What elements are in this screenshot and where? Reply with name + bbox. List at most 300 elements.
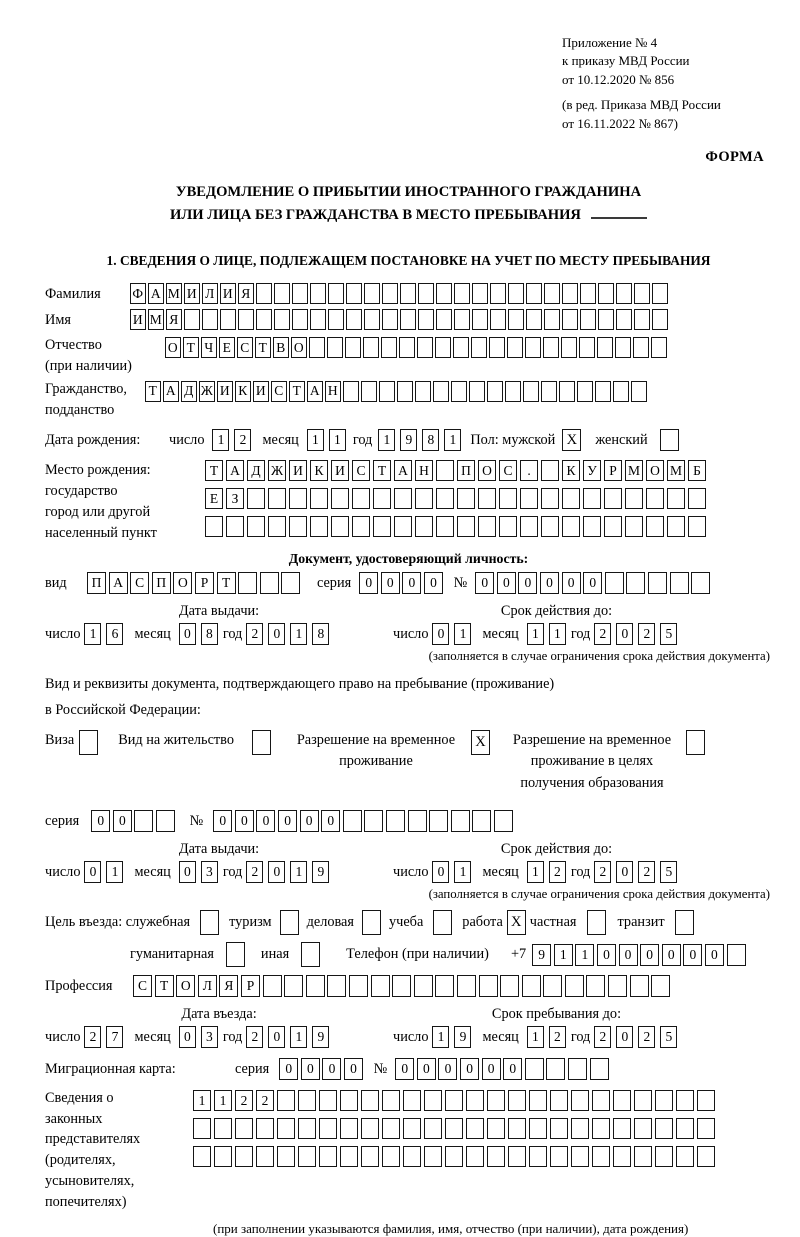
char-cell[interactable] xyxy=(319,1146,337,1167)
char-cell[interactable] xyxy=(457,488,475,509)
char-cell[interactable] xyxy=(364,810,383,832)
char-cell[interactable] xyxy=(289,516,307,537)
char-cell[interactable]: 9 xyxy=(454,1026,471,1048)
char-cell[interactable] xyxy=(415,381,431,402)
char-cell[interactable]: 2 xyxy=(84,1026,101,1048)
char-cell[interactable] xyxy=(613,381,629,402)
char-cell[interactable] xyxy=(373,516,391,537)
char-cell[interactable]: 1 xyxy=(106,861,123,883)
char-cell[interactable] xyxy=(655,1090,673,1111)
char-cell[interactable] xyxy=(592,1118,610,1139)
char-cell[interactable] xyxy=(399,337,415,358)
char-cell[interactable] xyxy=(256,1146,274,1167)
char-cell[interactable]: А xyxy=(307,381,323,402)
char-cell[interactable]: 2 xyxy=(549,861,566,883)
char-cell[interactable] xyxy=(352,516,370,537)
char-cell[interactable] xyxy=(541,460,559,481)
char-cell[interactable] xyxy=(193,1118,211,1139)
char-cell[interactable]: 1 xyxy=(575,944,594,966)
char-cell[interactable] xyxy=(508,1146,526,1167)
char-cell[interactable] xyxy=(616,309,632,330)
char-cell[interactable] xyxy=(529,1146,547,1167)
char-cell[interactable] xyxy=(490,283,506,304)
char-cell[interactable]: 0 xyxy=(179,1026,196,1048)
char-cell[interactable] xyxy=(604,488,622,509)
char-cell[interactable]: О xyxy=(646,460,664,481)
char-cell[interactable]: 0 xyxy=(113,810,132,832)
char-cell[interactable] xyxy=(256,309,272,330)
char-cell[interactable] xyxy=(571,1118,589,1139)
char-cell[interactable] xyxy=(562,488,580,509)
char-cell[interactable]: 2 xyxy=(594,1026,611,1048)
char-cell[interactable]: 0 xyxy=(395,1058,414,1080)
char-cell[interactable] xyxy=(457,975,476,997)
char-cell[interactable] xyxy=(226,516,244,537)
char-cell[interactable]: 1 xyxy=(527,861,544,883)
checkbox-purpose-other[interactable] xyxy=(301,942,320,967)
char-cell[interactable]: 0 xyxy=(256,810,275,832)
char-cell[interactable]: Т xyxy=(155,975,174,997)
char-cell[interactable] xyxy=(561,337,577,358)
char-cell[interactable] xyxy=(597,337,613,358)
char-cell[interactable]: П xyxy=(152,572,171,594)
char-cell[interactable] xyxy=(310,309,326,330)
checkbox-temp-residence-education[interactable] xyxy=(686,730,705,755)
char-cell[interactable] xyxy=(373,488,391,509)
char-cell[interactable] xyxy=(429,810,448,832)
char-cell[interactable] xyxy=(487,1146,505,1167)
char-cell[interactable] xyxy=(544,283,560,304)
char-cell[interactable]: 7 xyxy=(106,1026,123,1048)
char-cell[interactable] xyxy=(298,1090,316,1111)
char-cell[interactable]: А xyxy=(394,460,412,481)
char-cell[interactable] xyxy=(394,516,412,537)
char-cell[interactable]: 1 xyxy=(549,623,566,645)
char-cell[interactable] xyxy=(608,975,627,997)
checkbox-gender-female[interactable] xyxy=(660,429,679,451)
char-cell[interactable] xyxy=(340,1118,358,1139)
char-cell[interactable]: 2 xyxy=(638,861,655,883)
char-cell[interactable] xyxy=(688,488,706,509)
char-cell[interactable] xyxy=(292,309,308,330)
char-cell[interactable]: Т xyxy=(183,337,199,358)
char-cell[interactable] xyxy=(274,283,290,304)
char-cell[interactable] xyxy=(328,283,344,304)
char-cell[interactable]: Т xyxy=(145,381,161,402)
char-cell[interactable]: 1 xyxy=(432,1026,449,1048)
char-cell[interactable] xyxy=(418,283,434,304)
char-cell[interactable]: 2 xyxy=(246,861,263,883)
char-cell[interactable] xyxy=(364,283,380,304)
char-cell[interactable] xyxy=(466,1146,484,1167)
char-cell[interactable]: 0 xyxy=(460,1058,479,1080)
char-cell[interactable]: 2 xyxy=(246,623,263,645)
char-cell[interactable]: 0 xyxy=(213,810,232,832)
char-cell[interactable] xyxy=(526,309,542,330)
checkbox-purpose-business[interactable] xyxy=(362,910,381,935)
checkbox-temp-residence-permit[interactable]: X xyxy=(471,730,490,755)
char-cell[interactable]: 1 xyxy=(527,623,544,645)
char-cell[interactable] xyxy=(466,1118,484,1139)
char-cell[interactable]: 0 xyxy=(359,572,378,594)
char-cell[interactable] xyxy=(436,516,454,537)
char-cell[interactable] xyxy=(349,975,368,997)
char-cell[interactable]: Д xyxy=(181,381,197,402)
char-cell[interactable]: 9 xyxy=(532,944,551,966)
char-cell[interactable] xyxy=(471,337,487,358)
char-cell[interactable]: 0 xyxy=(683,944,702,966)
char-cell[interactable]: О xyxy=(165,337,181,358)
char-cell[interactable] xyxy=(436,309,452,330)
char-cell[interactable] xyxy=(598,283,614,304)
char-cell[interactable] xyxy=(633,337,649,358)
char-cell[interactable]: П xyxy=(457,460,475,481)
char-cell[interactable] xyxy=(652,283,668,304)
char-cell[interactable] xyxy=(562,309,578,330)
char-cell[interactable]: 9 xyxy=(400,429,417,451)
char-cell[interactable] xyxy=(688,516,706,537)
char-cell[interactable]: 5 xyxy=(660,1026,677,1048)
char-cell[interactable]: 0 xyxy=(432,861,449,883)
char-cell[interactable]: С xyxy=(237,337,253,358)
char-cell[interactable]: А xyxy=(148,283,164,304)
char-cell[interactable] xyxy=(648,572,667,594)
char-cell[interactable] xyxy=(466,1090,484,1111)
char-cell[interactable] xyxy=(670,572,689,594)
char-cell[interactable] xyxy=(453,337,469,358)
char-cell[interactable] xyxy=(205,516,223,537)
checkbox-visa[interactable] xyxy=(79,730,98,755)
char-cell[interactable]: А xyxy=(226,460,244,481)
char-cell[interactable]: О xyxy=(176,975,195,997)
char-cell[interactable]: 1 xyxy=(527,1026,544,1048)
char-cell[interactable]: 0 xyxy=(438,1058,457,1080)
char-cell[interactable] xyxy=(134,810,153,832)
char-cell[interactable]: 1 xyxy=(378,429,395,451)
char-cell[interactable] xyxy=(268,516,286,537)
char-cell[interactable]: 0 xyxy=(616,861,633,883)
char-cell[interactable]: 9 xyxy=(312,861,329,883)
char-cell[interactable]: М xyxy=(625,460,643,481)
char-cell[interactable]: 0 xyxy=(268,861,285,883)
char-cell[interactable] xyxy=(346,283,362,304)
char-cell[interactable]: У xyxy=(583,460,601,481)
char-cell[interactable] xyxy=(580,283,596,304)
char-cell[interactable]: 2 xyxy=(246,1026,263,1048)
char-cell[interactable] xyxy=(598,309,614,330)
char-cell[interactable] xyxy=(454,283,470,304)
char-cell[interactable] xyxy=(541,381,557,402)
char-cell[interactable] xyxy=(525,1058,544,1080)
char-cell[interactable] xyxy=(487,1090,505,1111)
char-cell[interactable] xyxy=(615,337,631,358)
char-cell[interactable]: Т xyxy=(205,460,223,481)
char-cell[interactable]: 1 xyxy=(212,429,229,451)
char-cell[interactable] xyxy=(424,1090,442,1111)
char-cell[interactable]: А xyxy=(163,381,179,402)
char-cell[interactable] xyxy=(508,1090,526,1111)
char-cell[interactable]: Ж xyxy=(268,460,286,481)
char-cell[interactable] xyxy=(184,309,200,330)
char-cell[interactable] xyxy=(394,488,412,509)
char-cell[interactable] xyxy=(156,810,175,832)
char-cell[interactable] xyxy=(263,975,282,997)
char-cell[interactable] xyxy=(382,309,398,330)
char-cell[interactable]: 0 xyxy=(619,944,638,966)
char-cell[interactable] xyxy=(277,1146,295,1167)
char-cell[interactable] xyxy=(417,337,433,358)
char-cell[interactable] xyxy=(381,337,397,358)
char-cell[interactable] xyxy=(508,283,524,304)
char-cell[interactable] xyxy=(310,516,328,537)
char-cell[interactable] xyxy=(386,810,405,832)
char-cell[interactable] xyxy=(550,1090,568,1111)
char-cell[interactable]: 0 xyxy=(322,1058,341,1080)
char-cell[interactable] xyxy=(651,975,670,997)
char-cell[interactable] xyxy=(667,516,685,537)
char-cell[interactable]: 9 xyxy=(312,1026,329,1048)
char-cell[interactable] xyxy=(382,1118,400,1139)
char-cell[interactable] xyxy=(361,1090,379,1111)
char-cell[interactable]: О xyxy=(291,337,307,358)
char-cell[interactable]: 5 xyxy=(660,623,677,645)
char-cell[interactable] xyxy=(571,1146,589,1167)
char-cell[interactable]: Т xyxy=(255,337,271,358)
char-cell[interactable] xyxy=(489,337,505,358)
char-cell[interactable] xyxy=(544,309,560,330)
char-cell[interactable]: Е xyxy=(205,488,223,509)
char-cell[interactable] xyxy=(543,337,559,358)
char-cell[interactable]: 5 xyxy=(660,861,677,883)
char-cell[interactable] xyxy=(292,283,308,304)
checkbox-purpose-transit[interactable] xyxy=(675,910,694,935)
char-cell[interactable]: 0 xyxy=(268,623,285,645)
char-cell[interactable]: Е xyxy=(219,337,235,358)
char-cell[interactable]: И xyxy=(130,309,146,330)
char-cell[interactable]: Н xyxy=(415,460,433,481)
char-cell[interactable]: 8 xyxy=(422,429,439,451)
char-cell[interactable]: 0 xyxy=(424,572,443,594)
char-cell[interactable] xyxy=(634,1118,652,1139)
char-cell[interactable] xyxy=(505,381,521,402)
char-cell[interactable] xyxy=(634,1146,652,1167)
char-cell[interactable] xyxy=(340,1146,358,1167)
char-cell[interactable] xyxy=(697,1146,715,1167)
char-cell[interactable] xyxy=(472,309,488,330)
char-cell[interactable]: 2 xyxy=(256,1090,274,1111)
char-cell[interactable]: Я xyxy=(166,309,182,330)
char-cell[interactable] xyxy=(327,337,343,358)
char-cell[interactable] xyxy=(499,516,517,537)
char-cell[interactable]: 0 xyxy=(179,623,196,645)
char-cell[interactable]: 1 xyxy=(290,1026,307,1048)
char-cell[interactable]: 1 xyxy=(444,429,461,451)
char-cell[interactable] xyxy=(202,309,218,330)
char-cell[interactable] xyxy=(525,337,541,358)
char-cell[interactable] xyxy=(403,1146,421,1167)
char-cell[interactable]: И xyxy=(331,460,349,481)
char-cell[interactable] xyxy=(546,1058,565,1080)
char-cell[interactable]: О xyxy=(478,460,496,481)
char-cell[interactable] xyxy=(487,1118,505,1139)
char-cell[interactable] xyxy=(507,337,523,358)
char-cell[interactable] xyxy=(478,488,496,509)
char-cell[interactable]: Л xyxy=(198,975,217,997)
char-cell[interactable] xyxy=(579,337,595,358)
char-cell[interactable] xyxy=(382,283,398,304)
char-cell[interactable] xyxy=(327,975,346,997)
char-cell[interactable] xyxy=(451,810,470,832)
char-cell[interactable] xyxy=(343,381,359,402)
char-cell[interactable]: С xyxy=(352,460,370,481)
checkbox-purpose-study[interactable] xyxy=(433,910,452,935)
char-cell[interactable] xyxy=(676,1118,694,1139)
char-cell[interactable] xyxy=(625,488,643,509)
char-cell[interactable]: 0 xyxy=(417,1058,436,1080)
char-cell[interactable]: 0 xyxy=(432,623,449,645)
char-cell[interactable]: 2 xyxy=(594,861,611,883)
char-cell[interactable]: К xyxy=(235,381,251,402)
char-cell[interactable] xyxy=(415,516,433,537)
char-cell[interactable] xyxy=(595,381,611,402)
char-cell[interactable]: Д xyxy=(247,460,265,481)
char-cell[interactable] xyxy=(626,572,645,594)
char-cell[interactable] xyxy=(298,1118,316,1139)
char-cell[interactable] xyxy=(727,944,746,966)
char-cell[interactable]: 0 xyxy=(84,861,101,883)
char-cell[interactable] xyxy=(562,283,578,304)
char-cell[interactable]: 0 xyxy=(616,623,633,645)
char-cell[interactable] xyxy=(363,337,379,358)
char-cell[interactable] xyxy=(613,1090,631,1111)
char-cell[interactable] xyxy=(214,1146,232,1167)
char-cell[interactable] xyxy=(508,309,524,330)
char-cell[interactable] xyxy=(277,1118,295,1139)
char-cell[interactable]: 0 xyxy=(475,572,494,594)
char-cell[interactable]: 2 xyxy=(235,1090,253,1111)
char-cell[interactable] xyxy=(274,309,290,330)
char-cell[interactable]: М xyxy=(166,283,182,304)
char-cell[interactable] xyxy=(592,1090,610,1111)
char-cell[interactable]: Ч xyxy=(201,337,217,358)
char-cell[interactable] xyxy=(309,337,325,358)
char-cell[interactable] xyxy=(550,1118,568,1139)
char-cell[interactable] xyxy=(340,1090,358,1111)
checkbox-purpose-tourism[interactable] xyxy=(280,910,299,935)
char-cell[interactable]: 0 xyxy=(597,944,616,966)
char-cell[interactable] xyxy=(214,1118,232,1139)
char-cell[interactable]: 0 xyxy=(705,944,724,966)
char-cell[interactable] xyxy=(361,1118,379,1139)
char-cell[interactable] xyxy=(435,975,454,997)
char-cell[interactable] xyxy=(392,975,411,997)
char-cell[interactable]: 0 xyxy=(640,944,659,966)
char-cell[interactable]: 0 xyxy=(235,810,254,832)
char-cell[interactable] xyxy=(268,488,286,509)
char-cell[interactable] xyxy=(328,309,344,330)
char-cell[interactable] xyxy=(543,975,562,997)
char-cell[interactable]: 1 xyxy=(193,1090,211,1111)
char-cell[interactable] xyxy=(281,572,300,594)
char-cell[interactable] xyxy=(583,516,601,537)
char-cell[interactable] xyxy=(652,309,668,330)
char-cell[interactable] xyxy=(646,488,664,509)
char-cell[interactable] xyxy=(590,1058,609,1080)
char-cell[interactable]: И xyxy=(289,460,307,481)
char-cell[interactable] xyxy=(500,975,519,997)
char-cell[interactable]: Р xyxy=(241,975,260,997)
char-cell[interactable]: 0 xyxy=(381,572,400,594)
char-cell[interactable] xyxy=(571,1090,589,1111)
checkbox-gender-male[interactable]: X xyxy=(562,429,581,451)
char-cell[interactable]: 1 xyxy=(84,623,101,645)
char-cell[interactable]: 1 xyxy=(307,429,324,451)
char-cell[interactable] xyxy=(631,381,647,402)
char-cell[interactable] xyxy=(676,1146,694,1167)
char-cell[interactable] xyxy=(479,975,498,997)
char-cell[interactable] xyxy=(520,488,538,509)
char-cell[interactable]: 2 xyxy=(549,1026,566,1048)
char-cell[interactable]: 0 xyxy=(268,1026,285,1048)
char-cell[interactable] xyxy=(238,309,254,330)
char-cell[interactable]: 2 xyxy=(234,429,251,451)
char-cell[interactable]: Т xyxy=(289,381,305,402)
char-cell[interactable]: И xyxy=(184,283,200,304)
char-cell[interactable]: 0 xyxy=(482,1058,501,1080)
char-cell[interactable] xyxy=(445,1118,463,1139)
char-cell[interactable]: 6 xyxy=(106,623,123,645)
char-cell[interactable]: 0 xyxy=(497,572,516,594)
char-cell[interactable]: 3 xyxy=(201,861,218,883)
char-cell[interactable] xyxy=(478,516,496,537)
char-cell[interactable]: С xyxy=(271,381,287,402)
char-cell[interactable]: Р xyxy=(195,572,214,594)
char-cell[interactable]: 2 xyxy=(638,623,655,645)
char-cell[interactable] xyxy=(435,337,451,358)
char-cell[interactable] xyxy=(634,283,650,304)
char-cell[interactable]: И xyxy=(217,381,233,402)
char-cell[interactable]: 1 xyxy=(290,861,307,883)
char-cell[interactable] xyxy=(562,516,580,537)
char-cell[interactable] xyxy=(676,1090,694,1111)
char-cell[interactable] xyxy=(646,516,664,537)
char-cell[interactable] xyxy=(457,516,475,537)
char-cell[interactable] xyxy=(400,309,416,330)
char-cell[interactable] xyxy=(343,810,362,832)
char-cell[interactable] xyxy=(364,309,380,330)
char-cell[interactable] xyxy=(331,516,349,537)
char-cell[interactable] xyxy=(565,975,584,997)
char-cell[interactable] xyxy=(490,309,506,330)
char-cell[interactable]: К xyxy=(562,460,580,481)
char-cell[interactable] xyxy=(613,1118,631,1139)
char-cell[interactable] xyxy=(697,1118,715,1139)
char-cell[interactable]: 0 xyxy=(518,572,537,594)
char-cell[interactable]: 1 xyxy=(454,623,471,645)
char-cell[interactable] xyxy=(469,381,485,402)
checkbox-purpose-private[interactable] xyxy=(587,910,606,935)
char-cell[interactable] xyxy=(397,381,413,402)
char-cell[interactable]: 2 xyxy=(638,1026,655,1048)
char-cell[interactable]: Я xyxy=(219,975,238,997)
char-cell[interactable]: 0 xyxy=(583,572,602,594)
char-cell[interactable] xyxy=(580,309,596,330)
checkbox-residence-permit[interactable] xyxy=(252,730,271,755)
char-cell[interactable] xyxy=(403,1090,421,1111)
char-cell[interactable] xyxy=(522,975,541,997)
char-cell[interactable] xyxy=(529,1090,547,1111)
char-cell[interactable] xyxy=(487,381,503,402)
